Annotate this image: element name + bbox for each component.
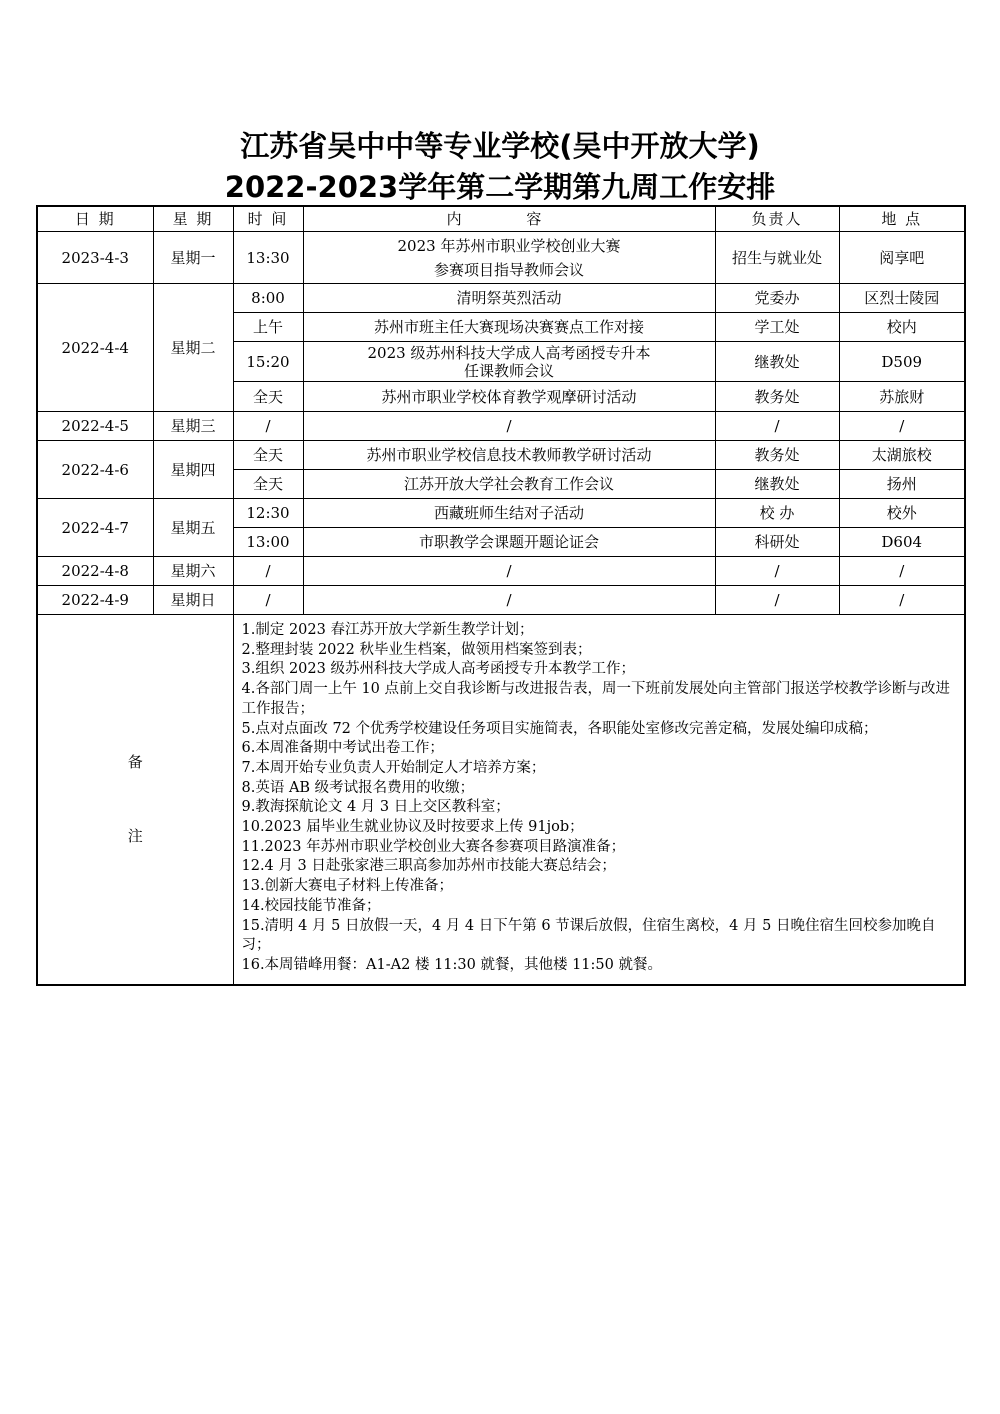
note-item: 5.点对点面改 72 个优秀学校建设任务项目实施简表，各职能处室修改完善定稿，发展处编印成稿； (241, 720, 878, 737)
header-weekday: 星 期 (153, 206, 233, 232)
content-cell: 苏州市职业学校信息技术教师教学研讨活动 (303, 441, 715, 470)
location-cell: 校内 (839, 313, 965, 342)
note-item: 16.本周错峰用餐：A1-A2 楼 11:30 就餐，其他楼 11:50 就餐。 (241, 956, 662, 973)
time-cell: 8:00 (233, 284, 303, 313)
location-cell: / (839, 412, 965, 441)
location-cell: D604 (839, 528, 965, 557)
location-cell: 校外 (839, 499, 965, 528)
time-cell: 上午 (233, 313, 303, 342)
note-item: 4.各部门周一上午 10 点前上交自我诊断与改进报告表，周一下班前发展处向主管部门报送学校教学诊断与改进工作报告； (241, 681, 950, 717)
table-row (37, 412, 965, 441)
table-row (37, 232, 965, 284)
table-row (37, 557, 965, 586)
note-item: 9.教海探航论文 4 月 3 日上交区教科室； (241, 799, 510, 816)
content-cell: 江苏开放大学社会教育工作会议 (303, 470, 715, 499)
note-item: 12.4 月 3 日赴张家港三职高参加苏州市技能大赛总结会； (241, 858, 616, 875)
content-cell: 苏州市班主任大赛现场决赛赛点工作对接 (303, 313, 715, 342)
weekday-cell: 星期三 (153, 412, 233, 441)
location-cell: / (839, 557, 965, 586)
note-item: 10.2023 届毕业生就业协议及时按要求上传 91job； (241, 819, 584, 836)
location-cell: 扬州 (839, 470, 965, 499)
owner-cell: / (715, 412, 839, 441)
table-row (37, 499, 965, 528)
date-cell: 2022-4-9 (37, 586, 153, 615)
content-cell (303, 232, 715, 284)
weekday-cell: 星期二 (153, 284, 233, 412)
table-row (37, 284, 965, 313)
date-cell: 2022-4-6 (37, 441, 153, 499)
note-item: 2.整理封装 2022 秋毕业生档案，做领用档案签到表； (241, 641, 592, 658)
weekday-cell: 星期四 (153, 441, 233, 499)
content-cell: 清明祭英烈活动 (303, 284, 715, 313)
content-line: 2023 级苏州科技大学成人高考函授专升本 (367, 343, 651, 362)
content-cell: 市职教学会课题开题论证会 (303, 528, 715, 557)
table-row (37, 586, 965, 615)
owner-cell: 党委办 (715, 284, 839, 313)
location-cell: 区烈士陵园 (839, 284, 965, 313)
header-owner: 负责人 (715, 206, 839, 232)
time-cell: / (233, 586, 303, 615)
time-cell: 全天 (233, 441, 303, 470)
location-cell: 太湖旅校 (839, 441, 965, 470)
time-cell: / (233, 412, 303, 441)
date-cell: 2023-4-3 (37, 232, 153, 284)
document-title-line2: 2022-2023学年第二学期第九周工作安排 (224, 170, 776, 204)
table-header-row (37, 206, 965, 232)
weekday-cell: 星期六 (153, 557, 233, 586)
content-line: 参赛项目指导教师会议 (433, 260, 584, 279)
owner-cell: / (715, 557, 839, 586)
owner-cell: 教务处 (715, 441, 839, 470)
weekday-cell: 星期一 (153, 232, 233, 284)
owner-cell: 招生与就业处 (715, 232, 839, 284)
document-title-line1: 江苏省吴中中等专业学校(吴中开放大学) (240, 129, 760, 163)
header-location: 地 点 (839, 206, 965, 232)
owner-cell: 科研处 (715, 528, 839, 557)
content-cell: / (303, 557, 715, 586)
date-cell: 2022-4-8 (37, 557, 153, 586)
location-cell: 苏旅财 (839, 382, 965, 412)
time-cell: / (233, 557, 303, 586)
notes-label-cell (37, 615, 233, 985)
content-cell (303, 342, 715, 382)
owner-cell: / (715, 586, 839, 615)
header-content: 内 容 (303, 206, 715, 232)
note-item: 15.清明 4 月 5 日放假一天，4 月 4 日下午第 6 节课后放假，住宿生离校，4 月 5 日晚住宿生回校参加晚自习； (241, 917, 936, 954)
owner-cell: 继教处 (715, 470, 839, 499)
date-cell: 2022-4-5 (37, 412, 153, 441)
content-cell: 苏州市职业学校体育教学观摩研讨活动 (303, 382, 715, 412)
content-cell: 西藏班师生结对子活动 (303, 499, 715, 528)
weekday-cell: 星期五 (153, 499, 233, 557)
header-time: 时 间 (233, 206, 303, 232)
owner-cell: 继教处 (715, 342, 839, 382)
owner-cell: 学工处 (715, 313, 839, 342)
notes-label-1: 备 (127, 753, 143, 772)
table-row (37, 441, 965, 470)
note-item: 7.本周开始专业负责人开始制定人才培养方案； (241, 759, 546, 776)
weekday-cell: 星期日 (153, 586, 233, 615)
notes-content-cell (233, 615, 965, 985)
notes-row (37, 615, 965, 985)
date-cell: 2022-4-4 (37, 284, 153, 412)
note-item: 14.校园技能节准备； (241, 897, 381, 914)
owner-cell: 教务处 (715, 382, 839, 412)
time-cell: 12:30 (233, 499, 303, 528)
location-cell: 阅享吧 (839, 232, 965, 284)
date-cell: 2022-4-7 (37, 499, 153, 557)
content-cell: / (303, 412, 715, 441)
time-cell: 15:20 (233, 342, 303, 382)
note-item: 11.2023 年苏州市职业学校创业大赛各参赛项目路演准备； (241, 838, 626, 855)
notes-label-2: 注 (127, 827, 143, 846)
owner-cell: 校 办 (715, 499, 839, 528)
time-cell: 全天 (233, 470, 303, 499)
content-line: 任课教师会议 (463, 361, 554, 380)
schedule-table (36, 205, 966, 986)
note-item: 6.本周准备期中考试出卷工作； (241, 740, 444, 757)
note-item: 1.制定 2023 春江苏开放大学新生教学计划； (241, 622, 534, 638)
note-item: 3.组织 2023 级苏州科技大学成人高考函授专升本教学工作； (241, 661, 635, 678)
note-item: 8.英语 AB 级考试报名费用的收缴； (241, 779, 475, 796)
time-cell: 全天 (233, 382, 303, 412)
location-cell: D509 (839, 342, 965, 382)
header-date: 日 期 (37, 206, 153, 232)
location-cell: / (839, 586, 965, 615)
content-cell: / (303, 586, 715, 615)
content-line: 2023 年苏州市职业学校创业大赛 (397, 236, 621, 255)
note-item: 13.创新大赛电子材料上传准备； (241, 878, 454, 895)
time-cell: 13:30 (233, 232, 303, 284)
time-cell: 13:00 (233, 528, 303, 557)
